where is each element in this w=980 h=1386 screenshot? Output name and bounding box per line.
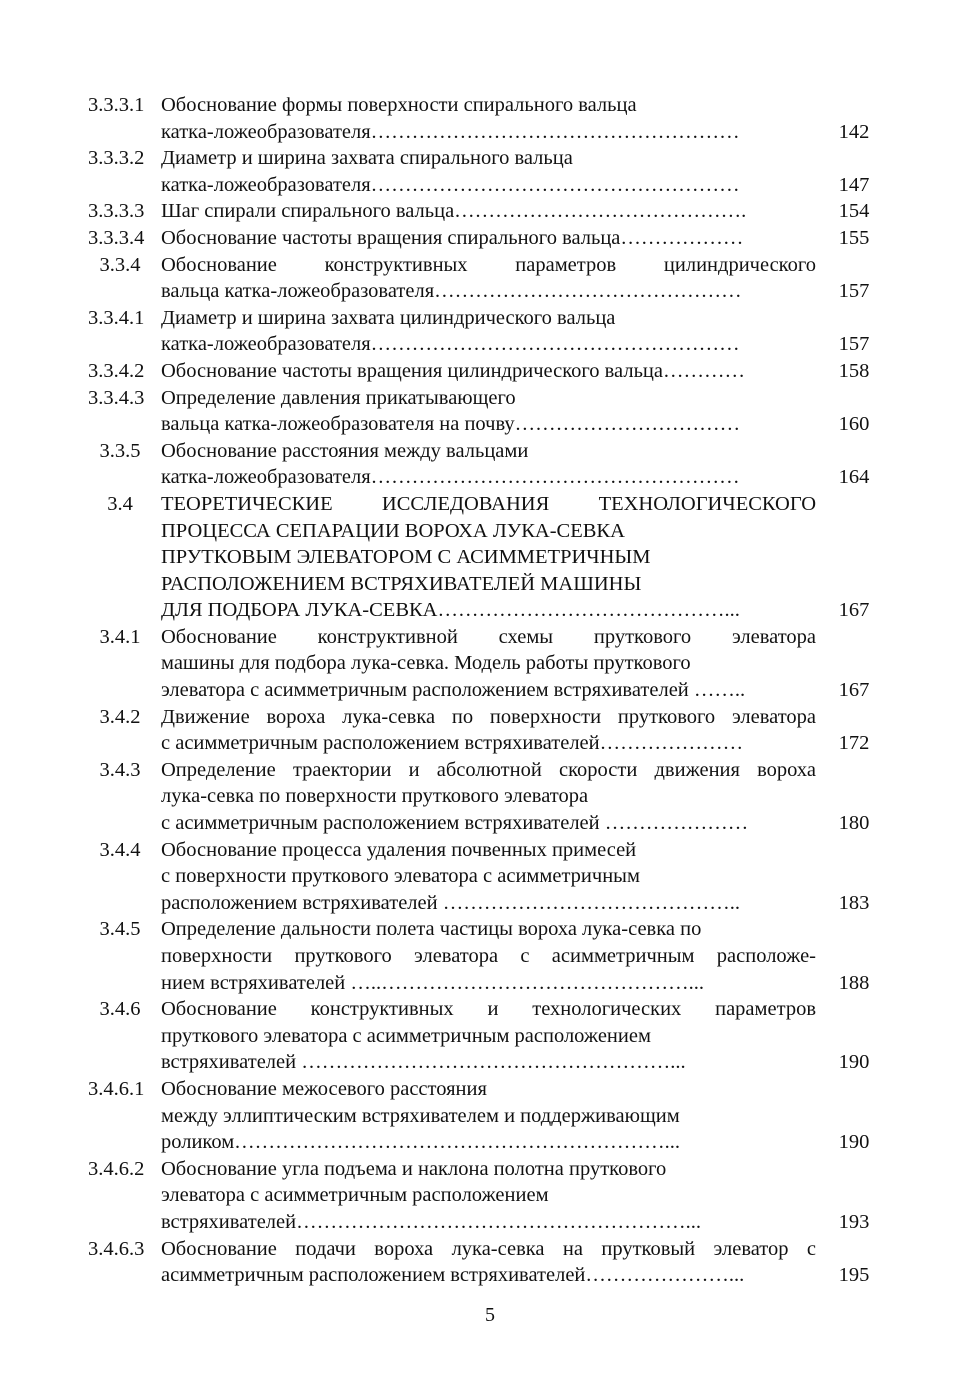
section-title-text: катка-ложеобразователя……………………………………………… [161,173,740,196]
toc-line [0,1103,980,1130]
page-ref: 155 [838,226,870,249]
section-title-text: лука-севка по поверхности пруткового элеватора [161,785,589,808]
toc-line [0,252,980,279]
toc-line [0,863,980,890]
section-title-text: с асимметричным расположением встряхивателей ………………… [161,812,749,835]
section-title-text: элеватора с асимметричным расположением встряхивателей …….. [161,679,746,702]
toc-line [0,916,980,943]
page-ref: 142 [838,120,870,143]
section-title-text: Обоснование формы поверхности спирального вальца [161,94,637,116]
toc-line [0,145,980,172]
section-title-text: ПРУТКОВЫМ ЭЛЕВАТОРОМ С АСИММЕТРИЧНЫМ [161,546,651,569]
section-title-text: РАСПОЛОЖЕНИЕМ ВСТРЯХИВАТЕЛЕЙ МАШИНЫ [161,572,642,595]
toc-entry [0,438,980,491]
section-title-text: катка-ложеобразователя……………………………………………… [161,120,740,143]
section-title-text: нием встряхивателей …..………………………………………... [161,971,704,994]
section-number: 3.3.5 [99,439,141,462]
page-ref: 180 [838,812,870,835]
toc-line [0,385,980,412]
toc-line [0,650,980,677]
toc-entry [0,1076,980,1156]
section-title-text: расположением встряхивателей …………………………………….. [161,891,740,914]
toc-line [0,464,980,491]
toc-line [0,837,980,864]
section-title-text: катка-ложеобразователя……………………………………………… [161,333,740,356]
section-title-text: с поверхности пруткового элеватора с асимметричным [161,865,640,888]
section-number: 3.3.3.2 [88,147,145,170]
toc-entry [0,1156,980,1236]
page-ref: 160 [838,413,870,436]
toc-line [0,411,980,438]
section-title-text: с асимметричным расположением встряхивателей………………… [161,732,744,755]
page-ref: 188 [838,971,870,994]
toc-line [0,1209,980,1236]
section-title-text: машины для подбора лука-севка. Модель работы пруткового [161,652,691,675]
toc-entry [0,305,980,358]
toc-entry [0,491,980,624]
toc-line [0,438,980,465]
section-title-text: Обоснование конструктивной схемы пруткового элеватора [161,625,816,648]
toc-line [0,1182,980,1209]
section-number: 3.4.3 [99,758,141,781]
toc-line [0,597,980,624]
section-title-text: Шаг спирали спирального вальца……………………………………. [161,200,747,223]
toc-line [0,172,980,199]
toc-entry [0,837,980,917]
page-ref: 193 [838,1210,870,1233]
toc-line [0,943,980,970]
toc-line [0,225,980,252]
section-title-text: встряхивателей…………………………………………………... [161,1210,701,1233]
section-title-text: Обоснование частоты вращения спирального вальца……………… [161,226,744,249]
section-number: 3.3.3.3 [88,200,145,223]
section-title-text: поверхности пруткового элеватора с асимметричным расположе- [161,945,816,967]
page-ref: 195 [838,1264,870,1287]
section-title-text: асимметричным расположением встряхивателей…………………... [161,1264,745,1287]
toc-line [0,1023,980,1050]
section-number: 3.4.6.3 [88,1237,145,1260]
section-title-text: Диаметр и ширина захвата спирального вальца [161,147,573,170]
toc-line [0,970,980,997]
toc-entry [0,996,980,1076]
toc-line [0,491,980,518]
section-number: 3.4.5 [99,918,141,941]
page-ref: 147 [838,173,870,196]
table-of-contents [0,92,980,1289]
toc-line [0,810,980,837]
toc-line [0,1049,980,1076]
section-title-text: Обоснование процесса удаления почвенных примесей [161,838,637,861]
section-number: 3.3.4.1 [88,306,145,329]
toc-entry [0,92,980,145]
toc-line [0,730,980,757]
section-number: 3.4.4 [99,838,141,861]
section-title-text: Определение траектории и абсолютной скорости движения вороха [161,758,816,781]
section-title-text: ТЕОРЕТИЧЕСКИЕ ИССЛЕДОВАНИЯ ТЕХНОЛОГИЧЕСКОГО [161,492,816,515]
section-title-text: вальца катка-ложеобразователя……………………………………… [161,280,742,303]
section-title-text: между эллиптическим встряхивателем и поддерживающим [161,1104,680,1127]
section-title-text: Обоснование расстояния между вальцами [161,439,529,462]
toc-entry [0,145,980,198]
toc-line [0,996,980,1023]
toc-line [0,119,980,146]
toc-entry [0,1236,980,1289]
toc-line [0,1076,980,1103]
page-ref: 190 [838,1051,870,1074]
section-number: 3.4.1 [99,625,141,648]
section-title-text: Определение дальности полета частицы вороха лука-севка по [161,918,702,941]
page-ref: 157 [838,280,870,303]
page-ref: 158 [838,359,870,382]
section-number: 3.3.3.1 [88,94,145,116]
section-title-text: ПРОЦЕССА СЕПАРАЦИИ ВОРОХА ЛУКА-СЕВКА [161,519,625,542]
toc-entry [0,385,980,438]
section-title-text: Диаметр и ширина захвата цилиндрического вальца [161,306,616,329]
toc-entry [0,358,980,385]
section-number: 3.3.3.4 [88,226,145,249]
toc-line [0,358,980,385]
toc-line [0,1129,980,1156]
toc-entry [0,225,980,252]
toc-line [0,278,980,305]
section-title-text: вальца катка-ложеобразователя на почву…………………………… [161,413,741,436]
toc-line [0,544,980,571]
toc-line [0,1236,980,1263]
page-ref: 164 [838,466,870,489]
section-title-text: Обоснование межосевого расстояния [161,1077,487,1100]
section-title-text: Обоснование подачи вороха лука-севка на прутковый элеватор с [161,1237,816,1260]
page-ref: 172 [838,732,870,755]
toc-line [0,198,980,225]
toc-entry [0,757,980,837]
toc-line [0,305,980,332]
section-title-text: Обоснование частоты вращения цилиндрического вальца………… [161,359,745,382]
toc-line [0,1262,980,1289]
section-number: 3.4.6.1 [88,1077,145,1100]
toc-line [0,331,980,358]
toc-line [0,624,980,651]
section-title-text: роликом………………………………………………………... [161,1131,681,1154]
section-number: 3.4.6 [99,998,141,1021]
toc-line [0,571,980,598]
section-title-text: Определение давления прикатывающего [161,386,516,409]
section-number: 3.4.2 [99,705,141,728]
toc-line [0,704,980,731]
section-title-text: ДЛЯ ПОДБОРА ЛУКА-СЕВКА……………………………………... [161,599,740,622]
toc-line [0,1156,980,1183]
toc-entry [0,624,980,704]
toc-entry [0,252,980,305]
toc-line [0,757,980,784]
page-ref: 183 [838,891,870,914]
page-number: 5 [485,1304,495,1326]
toc-entry [0,916,980,996]
page-ref: 190 [838,1131,870,1154]
section-title-text: пруткового элеватора с асимметричным расположением [161,1024,651,1047]
section-title-text: Движение вороха лука-севка по поверхности пруткового элеватора [161,705,816,728]
page-ref: 167 [838,679,870,702]
section-number: 3.3.4.2 [88,359,145,382]
section-number: 3.3.4.3 [88,386,145,409]
toc-line [0,92,980,119]
toc-entry [0,704,980,757]
toc-line [0,890,980,917]
section-title-text: катка-ложеобразователя……………………………………………… [161,466,740,489]
page-ref: 154 [838,200,870,223]
toc-line [0,677,980,704]
toc-entry [0,198,980,225]
section-title-text: элеватора с асимметричным расположением [161,1184,549,1207]
toc-line [0,518,980,545]
page-ref: 157 [838,333,870,356]
section-number: 3.3.4 [99,253,141,276]
section-number: 3.4.6.2 [88,1157,145,1180]
section-title-text: Обоснование угла подъема и наклона полотна пруткового [161,1157,667,1180]
section-title-text: Обоснование конструктивных параметров цилиндрического [161,253,816,276]
toc-line [0,783,980,810]
section-title-text: встряхивателей ………………………………………………... [161,1051,686,1074]
section-number: 3.4 [107,492,133,515]
section-title-text: Обоснование конструктивных и технологических параметров [161,998,816,1021]
page-ref: 167 [838,599,870,622]
